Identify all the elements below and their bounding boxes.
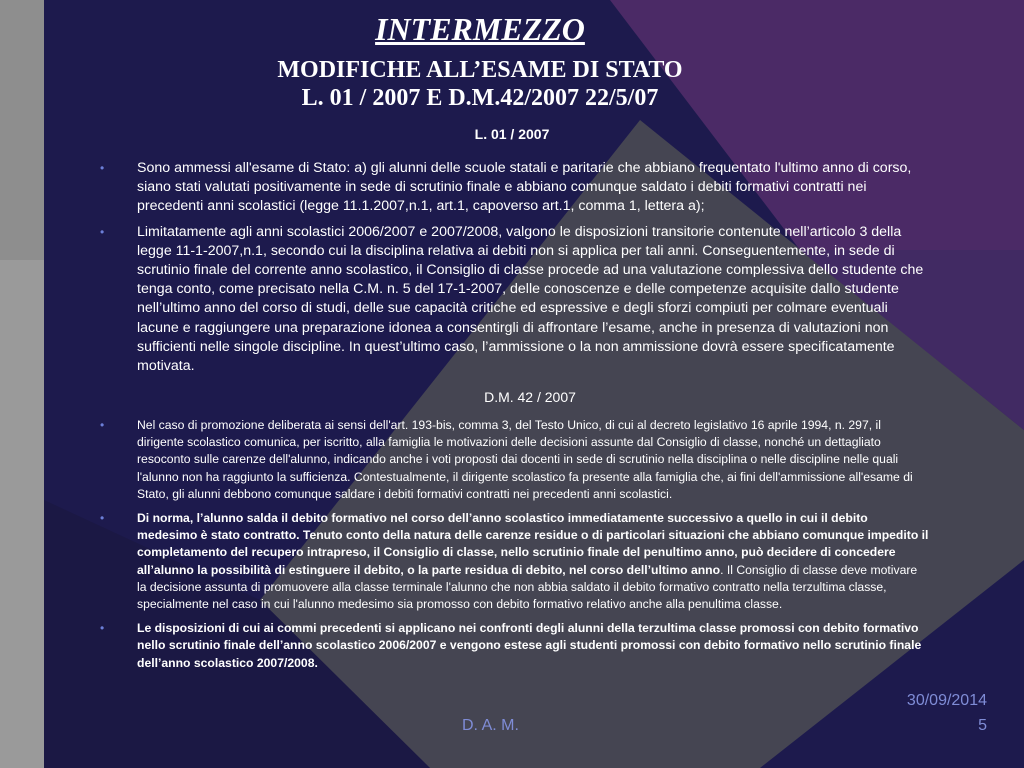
footer-page-number: 5 bbox=[978, 717, 987, 734]
list-item: • Di norma, l’alunno salda il debito formativo nel corso dell’anno scolastico immediatamente successivo a quello in cui il debito medesimo è stato contratto. Tenuto conto della natura delle carenze residue o di particolari situazioni che abbiano comunque impedito il completamento del recupero intrapreso, il Consiglio di classe, nello scrutinio finale del penultimo anno, può decidere di concedere all’alunno la possibilità di estinguere il debito, o la parte residua di debito, nel corso dell’ultimo anno. Il Consiglio di classe deve motivare la decisione assunta di promuovere alla classe terminale l'alunno che non abbia saldato il debito formativo contratto nella terzultima classe, specialmente nel caso in cui l'alunno medesimo sia promosso con debito formativo relativo anche alla penultima classe. bbox=[100, 511, 929, 612]
list-item: • Sono ammessi all'esame di Stato: a) gli alunni delle scuole statali e paritarie che abbiano frequentato l'ultimo anno di corso, siano stati valutati positivamente in sede di scrutinio finale e abbiano comunque saldato i debiti formativi contratti nei precedenti anni scolastici (legge 11.1.2007,n.1, art.1, capoverso art.1, comma 1, lettera a); bbox=[100, 160, 912, 215]
list-item: • Nel caso di promozione deliberata ai sensi dell'art. 193-bis, comma 3, del Testo Unico, di cui al decreto legislativo 16 aprile 1994, n. 297, il dirigente scolastico comunica, per iscritto, alla famiglia le motivazioni delle decisioni assunte dal Consiglio di classe, nonché un dettagliato resoconto sulle carenze dell'alunno, indicando anche i voti proposti dai docenti in sede di scrutinio nella disciplina o nelle discipline nelle quali l'alunno non ha raggiunto la sufficienza. Contestualmente, il dirigente scolastico fa presente alla famiglia che, ai fini dell'ammissione all'esame di Stato, gli alunni debbono comunque saldare i debiti formativi contratti nei precedenti anni scolastici. bbox=[100, 418, 913, 501]
title-block bbox=[0, 10, 960, 112]
footer-author: D. A. M. bbox=[462, 717, 519, 734]
bullet-icon: • bbox=[100, 224, 105, 239]
bullet-icon: • bbox=[100, 621, 105, 636]
list-item: • Le disposizioni di cui ai commi precedenti si applicano nei confronti degli alunni della terzultima classe promossi con debito formativo nello scrutinio finale dell’anno scolastico 2006/2007 e vengono estese agli studenti promossi con debito formativo nello scrutinio finale dell’anno scolastico 2007/2008. bbox=[100, 621, 922, 670]
section-heading-law: L. 01 / 2007 bbox=[474, 126, 550, 142]
section-heading-dm: D.M. 42 / 2007 bbox=[484, 389, 576, 405]
slide-subtitle: MODIFICHE ALL’ESAME DI STATO bbox=[277, 57, 683, 83]
section-dm-bullets bbox=[100, 417, 930, 672]
list-item: • Limitatamente agli anni scolastici 2006/2007 e 2007/2008, valgono le disposizioni transitorie contenute nell’articolo 3 della legge 11-1-2007,n.1, secondo cui la disciplina relativa ai debiti non si applica per tali anni. Conseguentemente, in sede di scrutinio finale del corrente anno scolastico, il Consiglio di classe procede ad una valutazione complessiva dello studente che tenga conto, come precisato nella C.M. n. 5 del 17-1-2007, delle conoscenze e delle competenze acquisite dallo studente nell’ultimo anno del corso di studi, delle sue capacità critiche ed espressive e degli sforzi compiuti per colmare eventuali lacune e raggiungere una preparazione idonea a consentirgli di affrontare l’esame, anche in presenza di valutazioni non sufficienti nelle singole discipline. In quest’ultimo caso, l’ammissione o la non ammissione dovrà essere specificatamente motivata. bbox=[100, 223, 924, 375]
section-law-bullets bbox=[100, 159, 930, 376]
bullet-icon: • bbox=[100, 161, 105, 175]
slide-title: INTERMEZZO bbox=[375, 11, 585, 47]
footer-date: 30/09/2014 bbox=[906, 692, 987, 709]
bullet-icon: • bbox=[100, 511, 105, 526]
bullet-icon: • bbox=[100, 418, 105, 432]
slide-subtitle-ref: L. 01 / 2007 E D.M.42/2007 22/5/07 bbox=[301, 85, 659, 111]
